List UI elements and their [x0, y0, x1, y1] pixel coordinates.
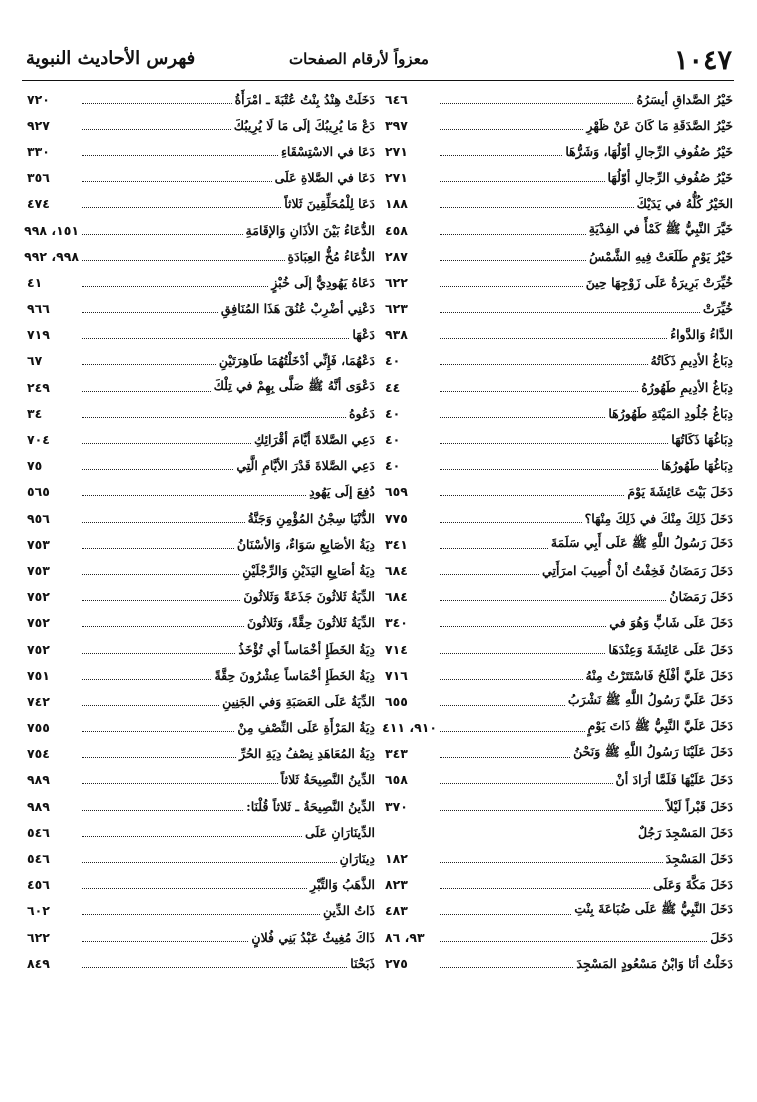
entry-pages: ٤١ — [27, 274, 43, 290]
entry-pages: ٨٢٣ — [385, 877, 408, 893]
dot-leader — [440, 103, 633, 104]
entry-pages: ٩١٠، ٤١١ — [382, 720, 437, 736]
entry-text: دَعَا في الصَّلاةِ عَلَى — [274, 170, 375, 186]
entry-pages: ٤٠ — [385, 353, 401, 369]
index-entry — [385, 112, 733, 138]
index-entry — [27, 819, 375, 845]
dot-leader — [440, 391, 638, 392]
entry-text: دِيَةُ أصَابِعِ اليَدَيْنِ وَالرِّجْلَيْنِ — [242, 562, 375, 578]
entry-pages: ٣٩٧ — [385, 117, 408, 133]
page-number: ١٠٤٧ — [673, 45, 732, 76]
entry-pages: ٦٧ — [27, 353, 43, 369]
entry-text: دِيَةُ الخَطَإِ أخْمَاساً أي تُؤْخَذُ — [238, 641, 375, 657]
dot-leader — [440, 495, 624, 496]
index-entry — [385, 400, 733, 426]
index-entry — [385, 584, 733, 610]
index-entry — [27, 898, 375, 924]
index-entry — [27, 86, 375, 112]
dot-leader — [82, 653, 235, 654]
index-entry — [27, 924, 375, 950]
entry-text: دَخَلَ رَمَضَانُ فَخِفْتُ أنْ أُصِيبَ امرَأَتِي — [542, 562, 733, 578]
entry-pages: ٢٧١ — [385, 143, 408, 159]
index-entry — [385, 741, 733, 767]
entry-text: الدِّينُ النَّصِيحَةُ ثَلاثاً — [280, 772, 375, 788]
entry-pages: ٤٧٤ — [27, 196, 50, 212]
dot-leader — [440, 286, 583, 287]
entry-text: دَخَلَ النَّبِيُّ ﷺ عَلَى ضُبَاعَةَ بِنْتِ — [574, 901, 733, 917]
entry-pages: ٣٥٦ — [27, 170, 50, 186]
dot-leader — [82, 731, 234, 732]
entry-pages: ٧٤٢ — [27, 693, 50, 709]
dot-leader — [440, 600, 666, 601]
index-entry — [382, 715, 733, 741]
dot-leader — [82, 286, 268, 287]
dot-leader — [82, 391, 211, 392]
entry-text: دِبَاغُهَا ذَكَاتُهَا — [671, 432, 733, 448]
dot-leader — [82, 338, 349, 339]
entry-text: الدُّعَاءُ مُخُّ العِبَادَةِ — [287, 248, 375, 264]
entry-pages: ٤٨٣ — [385, 903, 408, 919]
dot-leader — [82, 129, 231, 130]
index-entry — [27, 296, 375, 322]
dot-leader — [82, 836, 302, 837]
entry-text: دِيَةُ الخَطَإِ أخْمَاساً عِشْرُونَ حِقَّةً — [214, 667, 375, 683]
entry-text: الدِّيَةُ ثَلاثُونَ جَذَعَةً وَثَلاثُونَ — [243, 589, 375, 605]
entry-pages: ٦٥٨ — [385, 772, 408, 788]
entry-pages: ٤٠ — [385, 458, 401, 474]
index-entry — [27, 557, 375, 583]
index-entry — [27, 741, 375, 767]
entry-pages: ١٥١، ٩٩٨ — [24, 222, 79, 238]
entry-pages: ٢٨٧ — [385, 248, 408, 264]
entry-text: دَعِي الصَّلاةَ قَدْرَ الأيَّامِ الَّتِي — [236, 458, 375, 474]
entry-text: دَخَلَ رَسُولُ اللَّهِ ﷺ عَلَى أَبِي سَلَمَةَ — [550, 534, 733, 550]
index-entry — [385, 610, 733, 636]
entry-pages: ٦٢٢ — [385, 274, 408, 290]
dot-leader — [440, 574, 539, 575]
index-entry — [27, 662, 375, 688]
dot-leader — [82, 207, 281, 208]
dot-leader — [440, 731, 585, 732]
entry-pages: ٩٦٦ — [27, 301, 50, 317]
entry-text: خَيْرُ يَوْمٍ طَلَعَتْ فِيهِ الشَّمْسُ — [589, 248, 733, 264]
entry-pages: ٣٣٠ — [27, 143, 50, 159]
entry-text: دَخَلَ عَلَيْهَا فَلَمَّا أرَادَ أنْ — [615, 772, 733, 788]
dot-leader — [440, 653, 605, 654]
dot-leader — [440, 967, 573, 968]
entry-pages: ٥٤٦ — [27, 824, 50, 840]
entry-text: الدُّعَاءُ بَيْنَ الأذَانِ وَالإقَامَةِ — [245, 222, 375, 238]
entry-text: خَيْرُ الصَّداقِ أيسَرُهُ — [636, 91, 733, 107]
entry-pages: ٣٤١ — [385, 536, 408, 552]
dot-leader — [440, 181, 605, 182]
dot-leader — [82, 600, 240, 601]
right-column — [382, 86, 733, 976]
entry-pages: ١٨٨ — [385, 196, 408, 212]
index-entry — [385, 138, 733, 164]
index-entry — [385, 479, 733, 505]
entry-text: دَخَلَ عَلَيْنَا رَسُولُ اللَّهِ ﷺ وَنَحْنُ — [573, 744, 733, 760]
entry-pages: ٧٥٣ — [27, 562, 50, 578]
entry-pages: ٦٠٢ — [27, 903, 50, 919]
dot-leader — [440, 260, 586, 261]
entry-pages: ٣٤٣ — [385, 746, 408, 762]
index-entry — [385, 348, 733, 374]
dot-leader — [82, 469, 233, 470]
entry-text: دَخَلَ بَيْتَ عَائِشَةَ يَوْمَ — [627, 484, 733, 500]
index-entry — [27, 269, 375, 295]
entry-text: ذَاكَ مُغِيثٌ عَبْدُ بَنِي فُلانٍ — [251, 929, 375, 945]
entry-text: دَخَلَ قَبْراً لَيْلاً — [666, 798, 733, 814]
entry-pages: ٣٤٠ — [385, 615, 408, 631]
entry-pages: ٧٥٥ — [27, 720, 50, 736]
index-entry — [385, 819, 733, 845]
index-entry — [385, 688, 733, 714]
entry-text: دَخَلَ مَكَّةَ وَعَلَى — [653, 877, 733, 893]
entry-text: دَخَلَ عَلَى شَابٍّ وَهُوَ في — [609, 615, 733, 631]
entry-pages: ٧١٤ — [385, 641, 408, 657]
index-entry — [385, 924, 733, 950]
index-entry — [385, 557, 733, 583]
dot-leader — [82, 783, 278, 784]
index-entry — [385, 767, 733, 793]
index-entry — [385, 662, 733, 688]
entry-pages: ٨٤٩ — [27, 955, 50, 971]
dot-leader — [82, 810, 243, 811]
index-entry — [27, 872, 375, 898]
index-entry — [385, 505, 733, 531]
entry-text: الذَّهَبُ وَالتِّبْرِ — [310, 877, 375, 893]
entry-text: خُيِّرَتْ بَرِيرَةُ عَلَى زَوْجِهَا حِينَ — [585, 274, 733, 290]
entry-text: دَعْنِي أضْرِبْ عُنُقَ هَذَا المُنَافِقِ — [220, 301, 375, 317]
dot-leader — [440, 338, 667, 339]
index-entry — [27, 636, 375, 662]
index-entry — [24, 217, 375, 243]
entry-pages: ٦٢٣ — [385, 301, 408, 317]
entry-pages: ٧٥٢ — [27, 641, 50, 657]
entry-text: دُفِعَ إلَى يَهُودِ — [309, 484, 375, 500]
entry-pages: ٥٦٥ — [27, 484, 50, 500]
index-entry — [385, 636, 733, 662]
index-entry — [385, 191, 733, 217]
entry-text: دِيَةُ الأصَابِعِ سَوَاءٌ، وَالأسْنَانُ — [236, 536, 375, 552]
dot-leader — [82, 967, 347, 968]
index-entry — [385, 845, 733, 871]
dot-leader — [440, 757, 570, 758]
index-entry — [27, 112, 375, 138]
dot-leader — [440, 679, 583, 680]
entry-pages: ٧٥١ — [27, 667, 50, 683]
dot-leader — [82, 626, 244, 627]
entry-pages: ٦٤٦ — [385, 91, 408, 107]
entry-pages: ٩٥٦ — [27, 510, 50, 526]
index-entry — [27, 531, 375, 557]
entry-text: دَخَلَ المَسْجِدَ — [665, 851, 733, 867]
entry-text: دَعَاهُ يَهُودِيٌّ إلَى خُبْزٍ — [271, 274, 375, 290]
dot-leader — [82, 181, 272, 182]
entry-text: الدِّينَارَانِ عَلَى — [305, 824, 375, 840]
entry-pages: ٩٨٩ — [27, 798, 50, 814]
dot-leader — [82, 888, 307, 889]
dot-leader — [82, 574, 239, 575]
dot-leader — [82, 862, 337, 863]
entry-text: خَيْرُ صُفُوفِ الرِّجالِ أوّلُهَا — [607, 170, 733, 186]
entry-pages: ٧٥ — [27, 458, 43, 474]
index-entry — [385, 165, 733, 191]
dot-leader — [440, 443, 668, 444]
dot-leader — [82, 548, 234, 549]
entry-pages: ٧٥٢ — [27, 615, 50, 631]
index-entry — [385, 898, 733, 924]
entry-pages: ٥٤٦ — [27, 851, 50, 867]
entry-pages: ٤٥٨ — [385, 222, 408, 238]
dot-leader — [82, 312, 218, 313]
index-entry — [27, 688, 375, 714]
header-rule — [22, 80, 734, 81]
index-entry — [385, 269, 733, 295]
index-entry — [385, 86, 733, 112]
entry-pages: ٩٨٩ — [27, 772, 50, 788]
dot-leader — [440, 234, 586, 235]
entry-text: خُيِّرَتْ — [702, 301, 733, 317]
entry-text: دَخَلَتْ هِنْدُ بِنْتُ عُتْبَةَ ـ امْرَأَةُ — [234, 91, 375, 107]
index-entry — [27, 374, 375, 400]
entry-pages: ٩٩٨، ٩٩٢ — [24, 248, 79, 264]
index-entry — [27, 505, 375, 531]
index-entry — [27, 584, 375, 610]
entry-text: دِيَةُ المَرْأَةِ عَلَى النِّصْفِ مِنْ — [237, 720, 375, 736]
index-entry — [27, 191, 375, 217]
dot-leader — [440, 129, 583, 130]
entry-text: دَخَلَ عَلَيَّ رَسُولُ اللَّهِ ﷺ نَشْرَبُ — [567, 691, 733, 707]
index-entry — [385, 453, 733, 479]
dot-leader — [440, 207, 634, 208]
entry-text: ذَبَحْنَا — [350, 955, 375, 971]
entry-text: دَخَلَ عَلَى عَائِشَةَ وَعِنْدَهَا — [608, 641, 733, 657]
dot-leader — [440, 914, 571, 915]
dot-leader — [440, 941, 707, 942]
entry-pages: ٦٨٤ — [385, 562, 408, 578]
dot-leader — [440, 155, 562, 156]
index-entry — [385, 217, 733, 243]
dot-leader — [82, 705, 219, 706]
entry-text: دَخَلَ المَسْجِدَ رَجُلٌ — [638, 824, 733, 840]
entry-text: دِبَاغُ الأدِيمِ طَهُورُهُ — [641, 379, 733, 395]
dot-leader — [82, 234, 243, 235]
entry-text: دَخَلَ عَلَيَّ أفْلَحُ فَاسْتَتَرْتُ مِنْهُ — [585, 667, 733, 683]
entry-pages: ٩٣، ٨٦ — [385, 929, 425, 945]
dot-leader — [440, 364, 648, 365]
dot-leader — [82, 260, 285, 261]
entry-text: الدِّينُ النَّصِيحَةُ ـ ثَلاثاً قُلْنَا: — [246, 798, 375, 814]
entry-text: دِبَاغُ الأدِيمِ ذَكَاتُهُ — [650, 353, 733, 369]
dot-leader — [440, 626, 606, 627]
entry-pages: ٣٤ — [27, 405, 43, 421]
dot-leader — [440, 548, 548, 549]
dot-leader — [440, 783, 613, 784]
entry-pages: ٧٥٢ — [27, 589, 50, 605]
entry-pages: ٦٥٥ — [385, 693, 408, 709]
entry-text: دِيَةُ المُعَاهَدِ نِصْفُ دِيَةِ الحُرِّ — [239, 746, 375, 762]
index-entry — [385, 793, 733, 819]
entry-pages: ٦٥٩ — [385, 484, 408, 500]
index-entry — [385, 531, 733, 557]
index-entry — [385, 872, 733, 898]
entry-pages: ٧٥٣ — [27, 536, 50, 552]
entry-pages: ١٨٢ — [385, 851, 408, 867]
dot-leader — [440, 312, 700, 313]
dot-leader — [440, 810, 663, 811]
index-entry — [385, 950, 733, 976]
entry-pages: ٧٧٥ — [385, 510, 408, 526]
entry-text: دَعْهَا — [352, 327, 375, 343]
entry-text: الدِّيَةُ ثَلاثُونَ حِقَّةً، وَثَلاثُونَ — [246, 615, 375, 631]
entry-pages: ٩٣٨ — [385, 327, 408, 343]
index-entry — [385, 374, 733, 400]
entry-text: دَعْوَى أنَّهُ ﷺ صَلَّى بِهِمْ في تِلْكَ — [213, 377, 375, 393]
entry-text: ذَاتُ الدِّينِ — [323, 903, 375, 919]
entry-pages: ٧٠٤ — [27, 432, 50, 448]
entry-text: الدُّنْيَا سِجْنُ المُؤْمِنِ وَجَنَّةُ — [247, 510, 375, 526]
index-entry — [27, 453, 375, 479]
entry-text: دَخَلْتُ أنَا وَابْنُ مَسْعُودٍ المَسْجِدَ — [576, 955, 733, 971]
entry-text: خَيَّرَ النَّبِيُّ ﷺ كَمْأً في الفِدْيَةِ — [588, 220, 733, 236]
entry-text: دَعُوهُ — [348, 405, 375, 421]
index-entry — [24, 243, 375, 269]
dot-leader — [440, 888, 650, 889]
dot-leader — [82, 103, 232, 104]
index-entry — [27, 950, 375, 976]
entry-pages: ٤٥٦ — [27, 877, 50, 893]
dot-leader — [82, 914, 320, 915]
entry-text: الخَيْرُ كُلُّهُ في يَدَيْكَ — [636, 196, 733, 212]
entry-text: دَخَلَ رَمَضَانُ — [669, 589, 733, 605]
entry-pages: ٢٧٥ — [385, 955, 408, 971]
entry-text: دِينَارَانِ — [339, 851, 375, 867]
entry-text: دَعْهُمَا، فَإِنِّي أدْخَلْتُهُمَا طَاهِرَتَيْنِ — [218, 353, 375, 369]
dot-leader — [440, 522, 582, 523]
index-entry — [27, 845, 375, 871]
index-entry — [27, 348, 375, 374]
entry-pages: ٧١٩ — [27, 327, 50, 343]
dot-leader — [82, 522, 245, 523]
index-entry — [27, 426, 375, 452]
index-entry — [27, 715, 375, 741]
dot-leader — [82, 417, 346, 418]
entry-text: دِبَاغُهَا طَهُورُهَا — [661, 458, 733, 474]
entry-text: الدَّاءُ وَالدَّواءُ — [670, 327, 733, 343]
entry-pages: ٦٢٢ — [27, 929, 50, 945]
index-entry — [385, 322, 733, 348]
index-entry — [385, 296, 733, 322]
entry-text: خَيْرُ صُفُوفِ الرِّجالِ أوّلُهَا، وَشَرُّهَا — [565, 143, 733, 159]
dot-leader — [82, 679, 211, 680]
index-entry — [385, 426, 733, 452]
dot-leader — [82, 155, 278, 156]
index-entry — [27, 165, 375, 191]
page-title: فهرس الأحاديث النبوية — [26, 48, 196, 69]
entry-text: دِبَاغُ جُلُودِ المَيْتَةِ طَهُورُهَا — [608, 405, 733, 421]
index-entry — [27, 138, 375, 164]
dot-leader — [82, 364, 216, 365]
entry-pages: ٩٢٧ — [27, 117, 50, 133]
entry-text: دَخَلَ — [710, 929, 733, 945]
entry-text: دَعِي الصَّلاةَ أيَّامَ أقْرَائِكِ — [254, 432, 375, 448]
index-entry — [385, 243, 733, 269]
entry-pages: ٤٠ — [385, 405, 401, 421]
dot-leader — [440, 862, 663, 863]
entry-text: دَعَا لِلْمُحَلِّقِينَ ثَلاثاً — [284, 196, 375, 212]
dot-leader — [82, 941, 248, 942]
dot-leader — [440, 417, 605, 418]
dot-leader — [440, 705, 565, 706]
dot-leader — [82, 495, 306, 496]
dot-leader — [82, 443, 251, 444]
entry-pages: ٤٠ — [385, 432, 401, 448]
dot-leader — [440, 469, 658, 470]
index-entry — [27, 793, 375, 819]
entry-text: الدِّيَةُ عَلَى العَصَبَةِ وَفي الجَنِينِ — [222, 693, 375, 709]
entry-pages: ٢٧١ — [385, 170, 408, 186]
entry-text: خَيْرُ الصَّدَقَةِ مَا كَانَ عَنْ ظَهْرِ — [586, 117, 733, 133]
entry-text: دَعَا في الاسْتِسْقَاءِ — [281, 143, 375, 159]
index-entry — [27, 767, 375, 793]
left-column — [24, 86, 375, 976]
entry-pages: ٧٢٠ — [27, 91, 50, 107]
entry-text: دَخَلَ عَلَيَّ النَّبِيُّ ﷺ ذَاتَ يَوْمٍ — [587, 718, 733, 734]
page-subtitle: معزواً لأرقام الصفحات — [289, 50, 429, 68]
entry-pages: ٦٨٤ — [385, 589, 408, 605]
entry-pages: ٢٤٩ — [27, 379, 50, 395]
page-header — [26, 44, 732, 78]
index-entry — [27, 322, 375, 348]
entry-text: دَخَلَ ذَلِكَ مِنْكَ في ذَلِكَ مِنْهَا؟ — [584, 510, 733, 526]
entry-pages: ٧١٦ — [385, 667, 408, 683]
index-entry — [27, 610, 375, 636]
entry-pages: ٤٤ — [385, 379, 401, 395]
entry-pages: ٧٥٤ — [27, 746, 50, 762]
dot-leader — [82, 757, 236, 758]
index-entry — [27, 400, 375, 426]
entry-pages: ٣٧٠ — [385, 798, 408, 814]
index-entry — [27, 479, 375, 505]
entry-text: دَعْ مَا يُرِيبُكَ إلَى مَا لَا يُرِيبُكَ — [233, 117, 375, 133]
